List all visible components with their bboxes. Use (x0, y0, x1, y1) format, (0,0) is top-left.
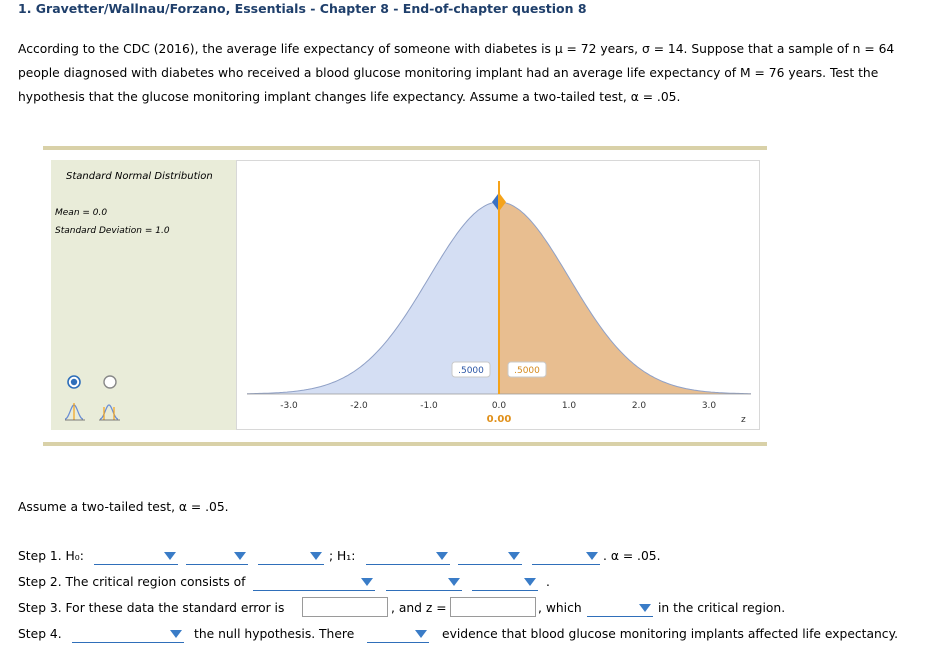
chevron-down-icon (164, 552, 176, 560)
step1-separator: ; H₁: (329, 549, 356, 563)
normal-distribution-chart[interactable] (237, 161, 761, 431)
plot-panel (236, 160, 760, 430)
radio-one-line[interactable] (68, 376, 80, 388)
step1-h1-value-dropdown[interactable] (532, 548, 600, 565)
step3-which-text: , which (538, 601, 582, 615)
step3-end: in the critical region. (658, 601, 786, 615)
left-area-label: .5000 (458, 366, 484, 376)
step1-alpha-text: . α = .05. (603, 549, 661, 563)
question-title: 1. Gravetter/Wallnau/Forzano, Essentials - Chapter 8 - End-of-chapter question 8 (18, 1, 587, 16)
question-text-line-1: According to the CDC (2016), the average life expectancy of someone with diabetes is μ = 72 years, σ = 14. Suppose that a sample of n = 64 (18, 42, 895, 56)
step3-label: Step 3. For these data the standard error is (18, 601, 285, 615)
x-tick-label: 2.0 (631, 401, 647, 411)
marker-value: 0.00 (486, 414, 512, 425)
x-tick-label: -1.0 (420, 401, 438, 411)
step2-label: Step 2. The critical region consists of (18, 575, 246, 589)
x-tick-label: -3.0 (280, 401, 298, 411)
mean-label: Mean = 0.0 (55, 208, 108, 218)
mode-selector (64, 375, 124, 425)
step1-h1-relation-dropdown[interactable] (458, 548, 522, 565)
x-tick-label: 1.0 (561, 401, 577, 411)
question-text-line-3: hypothesis that the glucose monitoring implant changes life expectancy. Assume a two-tailed test, α = .05. (18, 90, 681, 104)
x-tick-label: -2.0 (350, 401, 368, 411)
right-area-label: .5000 (514, 366, 540, 376)
step2-relation-dropdown[interactable] (386, 574, 462, 591)
chevron-down-icon (436, 552, 448, 560)
widget-bottom-border (43, 442, 767, 446)
x-tick-label: 3.0 (701, 401, 717, 411)
step1-h0-value-dropdown[interactable] (258, 548, 324, 565)
left-area-label-box (452, 362, 490, 377)
assumption-text: Assume a two-tailed test, α = .05. (18, 500, 229, 514)
step1-h0-param-dropdown[interactable] (94, 548, 178, 565)
right-area-label-box (508, 362, 546, 377)
chevron-down-icon (508, 552, 520, 560)
chevron-down-icon (234, 552, 246, 560)
step3-critical-region-dropdown[interactable] (587, 600, 653, 617)
step4-evidence-dropdown[interactable] (367, 626, 429, 643)
chevron-down-icon (361, 578, 373, 586)
step1-h0-relation-dropdown[interactable] (186, 548, 248, 565)
z-axis-label: z (741, 415, 746, 425)
step3-z-label: , and z = (391, 601, 447, 615)
sd-label: Standard Deviation = 1.0 (55, 226, 170, 236)
standard-error-input[interactable] (302, 597, 388, 617)
step4-end: evidence that blood glucose monitoring implants affected life expectancy. (442, 627, 898, 641)
panel-title: Standard Normal Distribution (66, 171, 213, 182)
chevron-down-icon (524, 578, 536, 586)
step1-h1-param-dropdown[interactable] (366, 548, 450, 565)
chevron-down-icon (170, 630, 182, 638)
step2-region-dropdown[interactable] (253, 574, 375, 591)
chevron-down-icon (639, 604, 651, 612)
question-text-line-2: people diagnosed with diabetes who received a blood glucose monitoring implant had an average life expectancy of M = 76 years. Test the (18, 66, 879, 80)
x-tick-label: 0.0 (491, 401, 507, 411)
widget-control-panel (51, 160, 236, 430)
step4-decision-dropdown[interactable] (72, 626, 184, 643)
z-score-input[interactable] (450, 597, 536, 617)
step2-end: . (546, 575, 550, 589)
chevron-down-icon (448, 578, 460, 586)
two-lines-mode-icon[interactable] (99, 405, 120, 420)
chevron-down-icon (586, 552, 598, 560)
one-line-mode-icon[interactable] (65, 403, 85, 420)
step1-label: Step 1. H₀: (18, 549, 84, 563)
step2-value-dropdown[interactable] (472, 574, 538, 591)
radio-two-lines[interactable] (104, 376, 116, 388)
chevron-down-icon (310, 552, 322, 560)
widget-top-border (43, 146, 767, 150)
chevron-down-icon (415, 630, 427, 638)
step4-mid-text: the null hypothesis. There (194, 627, 355, 641)
step4-label: Step 4. (18, 627, 62, 641)
